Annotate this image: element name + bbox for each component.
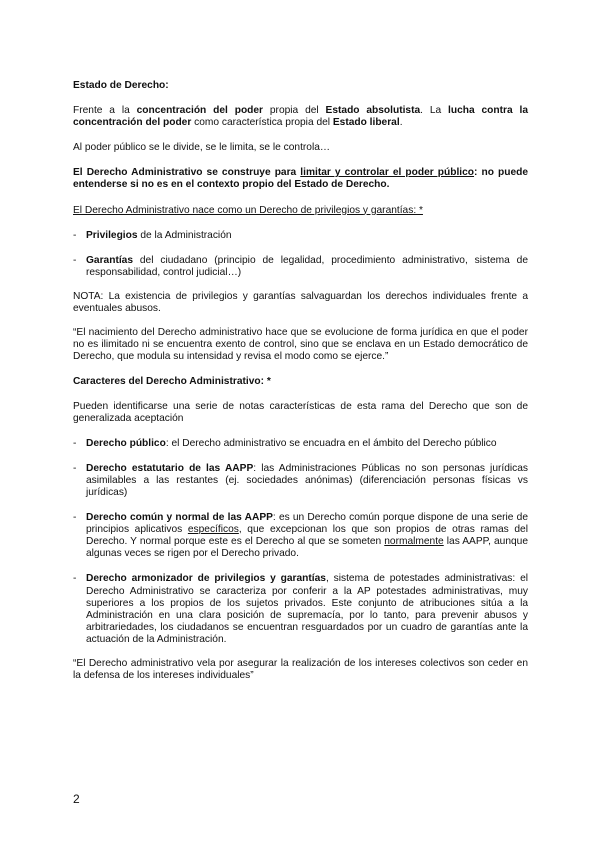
text-run: como característica propia del [191, 117, 333, 129]
heading-estado-de-derecho: Estado de Derecho: [73, 80, 169, 91]
text-run: , sistema de potestades administrativas: el Derecho Administrativo se caracteriza por conferir a la AP potestades administrativas, muy superiores a los propios de los sujetos privados. Este conjunto de atribuciones sitúa a la Administración en una clara posición de supremacía, por lo tanto, para prevenir abusos y arbitrariedades, los ciudadanos se encuentran resguardados por un cuadro de garantías ante la actuación de la Administración. [86, 573, 528, 645]
underlined-run: específicos [187, 524, 239, 536]
list-item-text [86, 463, 528, 499]
text-run: las AAPP, aunque algunas veces se rigen por el Derecho privado. [86, 536, 528, 560]
page-content [73, 80, 528, 682]
list-item-derecho-estatutario [73, 463, 528, 499]
bold-run: concentración del poder [136, 105, 264, 117]
bold-run: Estado absolutista [325, 105, 421, 117]
bold-run: Privilegios [86, 229, 138, 241]
list-item-text [86, 230, 528, 242]
page-number: 2 [73, 792, 80, 806]
list-item-text [86, 255, 528, 279]
bold-run: Derecho armonizador de privilegios y garantías [86, 573, 326, 585]
text-run: . [399, 117, 403, 129]
text-run: . La [420, 105, 449, 117]
bold-run: lucha contra la concentración del poder [73, 105, 529, 129]
bold-run: El Derecho Administrativo se construye para [73, 167, 301, 179]
paragraph-poder-publico: Al poder público se le divide, se le limita, se le controla… [73, 142, 331, 154]
underlined-run: normalmente [384, 536, 444, 548]
heading-caracteres: Caracteres del Derecho Administrativo: * [73, 376, 271, 388]
bold-run: : no puede entenderse si no es en el contexto propio del Estado de Derecho. [73, 167, 529, 191]
list-item-text [86, 573, 528, 646]
list-item-garantias [73, 255, 528, 279]
bold-run: Derecho estatutario de las AAPP [86, 462, 254, 474]
text-run: : el Derecho administrativo se encuadra en el ámbito del Derecho público [165, 437, 497, 449]
list-item-derecho-armonizador [73, 573, 528, 646]
underlined-run: limitar y controlar el poder público [300, 167, 475, 179]
list-item-text [86, 438, 528, 450]
text-run: : las Administraciones Públicas no son personas jurídicas asimilables a las restantes (ej. sociedades anónimas) (diferenciación personas físicas vs jurídicas) [86, 462, 528, 498]
paragraph-notas-caracteristicas: Pueden identificarse una serie de notas características de esta rama del Derecho que son de generalizada aceptación [73, 400, 528, 424]
quote-intereses-colectivos: “El Derecho administrativo vela por asegurar la realización de los intereses colectivos son ceder en la defensa de los intereses individuales” [73, 658, 528, 682]
list-item-text [86, 512, 528, 560]
bold-run: Estado liberal [332, 117, 400, 129]
bold-run: Derecho público [86, 437, 166, 449]
text-run: del ciudadano (principio de legalidad, procedimiento administrativo, sistema de responsabilidad, control judicial…) [86, 254, 528, 278]
paragraph-nota: NOTA: La existencia de privilegios y garantías salvaguardan los derechos individuales frente a eventuales abusos. [73, 290, 528, 315]
list-item-derecho-comun [73, 512, 528, 560]
text-run: propia del [263, 105, 326, 117]
paragraph-derecho-administrativo [73, 167, 528, 191]
paragraph-privilegios-garantias: El Derecho Administrativo nace como un Derecho de privilegios y garantías: * [73, 204, 423, 216]
text-run: de la Administración [137, 229, 232, 241]
text-run: : es un Derecho común porque dispone de una serie de principios aplicativos [86, 512, 528, 536]
text-run: , que excepcionan los que son propios de otras ramas del Derecho. Y normal porque este es el Derecho al que se someten [86, 524, 528, 548]
bullet-dash: - [73, 573, 77, 585]
text-run: Frente a la [73, 105, 137, 117]
bold-run: Garantías [86, 254, 133, 266]
list-item-privilegios [73, 230, 528, 242]
bullet-dash: - [73, 229, 77, 241]
bold-run: Derecho común y normal de las AAPP [86, 512, 273, 524]
bullet-dash: - [73, 512, 77, 524]
bullet-dash: - [73, 437, 77, 449]
list-item-derecho-publico [73, 438, 528, 450]
paragraph-concentracion-poder [73, 105, 528, 129]
bullet-dash: - [73, 254, 77, 266]
quote-nacimiento-derecho: “El nacimiento del Derecho administrativo hace que se evolucione de forma jurídica en que el poder no es ilimitado ni se encuentra exento de control, sino que se enclava en un Estado democrático de Derecho, que modula su intensidad y revisa el modo como se ejerce.” [73, 327, 528, 363]
bullet-dash: - [73, 462, 77, 474]
